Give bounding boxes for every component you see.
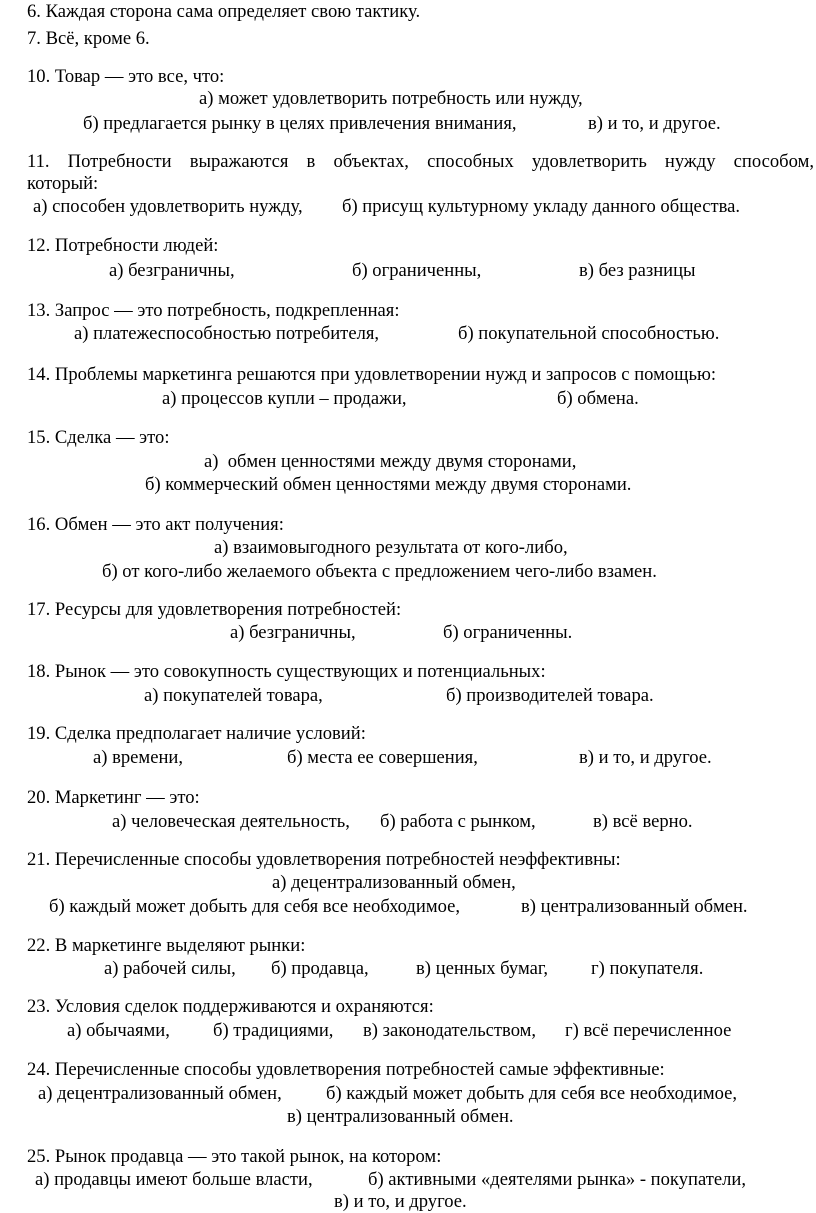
question-10: 10. Товар — это все, что: [27,66,225,87]
question-24-option-b: б) каждый может добыть для себя все необходимое, [326,1083,738,1104]
question-20-option-b: б) работа с рынком, [380,811,536,832]
item-6-text: 6. Каждая сторона сама определяет свою тактику. [27,1,421,22]
question-11-option-b: б) присущ культурному укладу данного общества. [342,196,741,217]
question-22-option-d: г) покупателя. [591,958,704,979]
question-14-option-a: а) процессов купли – продажи, [162,388,407,409]
question-23-option-d: г) всё перечисленное [565,1020,732,1041]
question-15: 15. Сделка — это: [27,427,170,448]
question-20-option-a: а) человеческая деятельность, [112,811,350,832]
question-25-option-a: а) продавцы имеют больше власти, [35,1169,313,1190]
question-14-option-b: б) обмена. [557,388,639,409]
question-13-option-a: а) платежеспособностью потребителя, [74,323,380,344]
question-22: 22. В маркетинге выделяют рынки: [27,935,306,956]
question-23-option-a: а) обычаями, [67,1020,170,1041]
question-13-option-b: б) покупательной способностью. [458,323,720,344]
question-12-option-b: б) ограниченны, [352,260,482,281]
question-23-option-b: б) традициями, [213,1020,334,1041]
question-19-option-c: в) и то, и другое. [579,747,712,768]
question-24-option-c: в) централизованный обмен. [287,1106,514,1127]
question-10-option-c: в) и то, и другое. [588,113,721,134]
question-19-option-a: а) времени, [93,747,183,768]
question-20-option-c: в) всё верно. [593,811,693,832]
question-20: 20. Маркетинг — это: [27,787,200,808]
question-15-option-b: б) коммерческий обмен ценностями между двумя сторонами. [145,474,632,495]
question-17-option-a: а) безграничны, [230,622,356,643]
question-17-option-b: б) ограниченны. [443,622,573,643]
question-11-cont: который: [27,173,99,194]
question-21-option-b: б) каждый может добыть для себя все необходимое, [49,896,461,917]
question-25: 25. Рынок продавца — это такой рынок, на котором: [27,1146,442,1167]
question-12-option-c: в) без разницы [579,260,696,281]
question-16-option-b: б) от кого-либо желаемого объекта с предложением чего-либо взамен. [102,561,657,582]
item-7-text: 7. Всё, кроме 6. [27,28,150,49]
question-22-option-a: а) рабочей силы, [104,958,236,979]
question-22-option-b: б) продавца, [271,958,369,979]
question-16-option-a: а) взаимовыгодного результата от кого-либо, [214,537,568,558]
question-23-option-c: в) законодательством, [363,1020,537,1041]
question-13: 13. Запрос — это потребность, подкрепленная: [27,300,400,321]
question-21-option-c: в) централизованный обмен. [521,896,748,917]
question-25-option-b: б) активными «деятелями рынка» - покупатели, [368,1169,746,1190]
question-15-option-a: а) обмен ценностями между двумя сторонами, [204,451,577,472]
question-22-option-c: в) ценных бумаг, [416,958,549,979]
question-16: 16. Обмен — это акт получения: [27,514,284,535]
question-19-option-b: б) места ее совершения, [287,747,478,768]
question-12: 12. Потребности людей: [27,235,219,256]
question-18-option-a: а) покупателей товара, [144,685,323,706]
question-24: 24. Перечисленные способы удовлетворения потребностей самые эффективные: [27,1059,665,1080]
question-18: 18. Рынок — это совокупность существующих и потенциальных: [27,661,546,682]
question-17: 17. Ресурсы для удовлетворения потребностей: [27,599,402,620]
question-10-option-b: б) предлагается рынку в целях привлечения внимания, [83,113,517,134]
question-21-option-a: а) децентрализованный обмен, [272,872,516,893]
question-11: 11. Потребности выражаются в объектах, способных удовлетворить нужду способом, [27,151,814,172]
question-25-option-c: в) и то, и другое. [334,1191,467,1212]
question-23: 23. Условия сделок поддерживаются и охраняются: [27,996,434,1017]
question-10-option-a: а) может удовлетворить потребность или нужду, [199,88,583,109]
question-11-option-a: а) способен удовлетворить нужду, [33,196,303,217]
question-14: 14. Проблемы маркетинга решаются при удовлетворении нужд и запросов с помощью: [27,364,717,385]
question-24-option-a: а) децентрализованный обмен, [38,1083,282,1104]
question-19: 19. Сделка предполагает наличие условий: [27,723,366,744]
question-12-option-a: а) безграничны, [109,260,235,281]
question-21: 21. Перечисленные способы удовлетворения потребностей неэффективны: [27,849,621,870]
question-18-option-b: б) производителей товара. [446,685,654,706]
